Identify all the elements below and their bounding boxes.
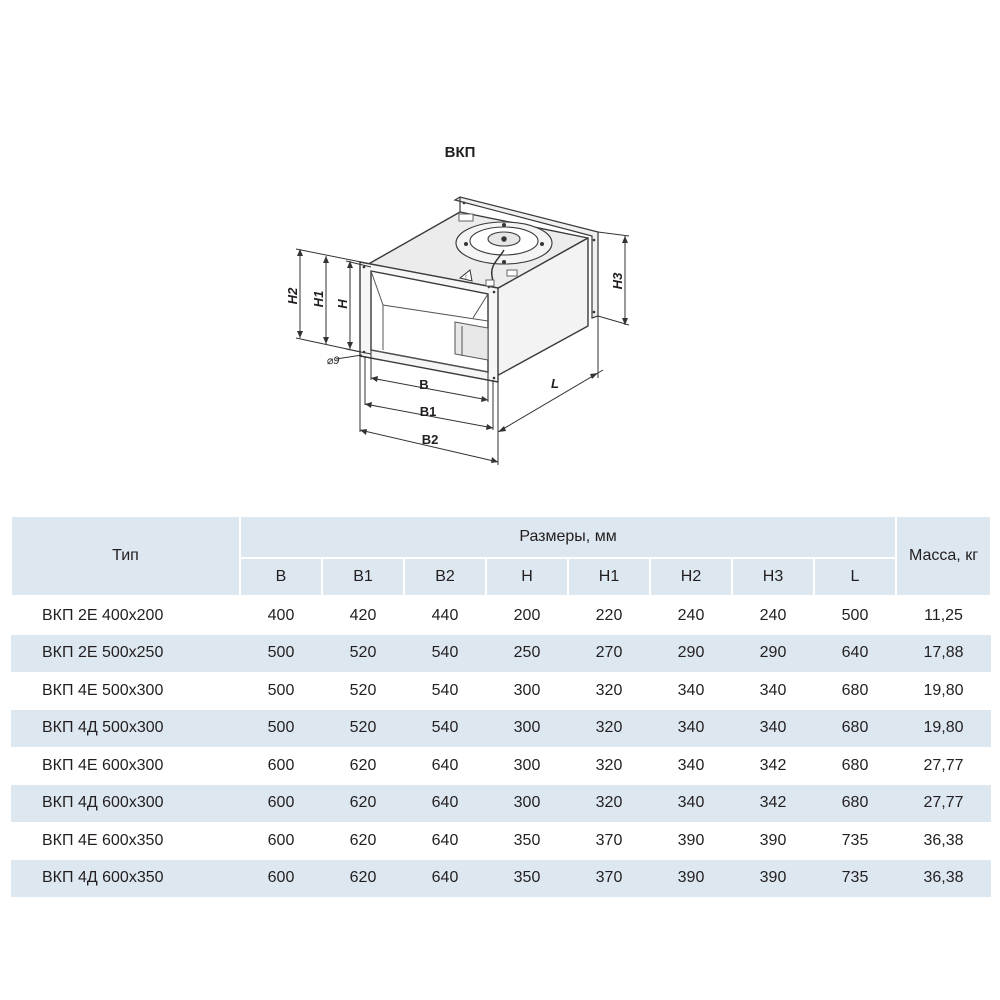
dimension-cell: 300 — [486, 785, 568, 823]
dimension-cell: 520 — [322, 710, 404, 748]
column-header: B1 — [322, 558, 404, 596]
table-row — [11, 822, 991, 860]
table-row — [11, 596, 991, 635]
drawing-title: ВКП — [444, 144, 476, 161]
dim-label-b: B — [419, 377, 429, 392]
column-header: B2 — [404, 558, 486, 596]
dimension-cell: 370 — [568, 860, 650, 898]
table-row — [11, 635, 991, 673]
dimension-cell: 640 — [404, 860, 486, 898]
dimension-cell: 340 — [732, 710, 814, 748]
dimension-cell: 680 — [841, 756, 869, 774]
type-cell: ВКП 4Е 600x300 — [42, 756, 164, 774]
type-cell: ВКП 4Д 500x300 — [11, 710, 240, 748]
dimension-cell: 620 — [349, 756, 377, 774]
dimension-cell: 300 — [486, 710, 568, 748]
dimensions-table — [10, 515, 992, 897]
dimension-cell: 350 — [486, 860, 568, 898]
dimension-cell: 735 — [814, 860, 896, 898]
column-header: H3 — [732, 558, 814, 596]
type-cell: ВКП 2Е 500x250 — [11, 635, 240, 673]
table-body — [11, 596, 991, 897]
column-header: H — [486, 558, 568, 596]
dimension-cell: 390 — [650, 860, 732, 898]
dimension-cell: 540 — [404, 710, 486, 748]
dimension-cell: 420 — [349, 606, 377, 624]
dimension-cell: 250 — [486, 635, 568, 673]
dimension-cell: 340 — [650, 710, 732, 748]
dimension-cell: 390 — [759, 831, 787, 849]
dim-label-h3: H3 — [610, 272, 625, 290]
dimensions-header: Размеры, мм — [240, 516, 896, 558]
dimension-cell: 620 — [322, 860, 404, 898]
column-header: H1 — [568, 558, 650, 596]
dimension-cell: 500 — [240, 635, 322, 673]
mass-cell: 36,38 — [923, 831, 964, 849]
dimension-cell: 300 — [513, 756, 541, 774]
dimension-cell: 342 — [759, 756, 787, 774]
dimension-cell: 680 — [814, 710, 896, 748]
type-header: Тип — [11, 516, 240, 596]
dimension-cell: 370 — [595, 831, 623, 849]
dimension-cell: 290 — [732, 635, 814, 673]
dimension-cell: 200 — [513, 606, 541, 624]
dimension-cell: 735 — [841, 831, 869, 849]
dimension-cell: 340 — [650, 785, 732, 823]
svg-text:!: ! — [465, 275, 467, 281]
dimension-cell: 500 — [240, 710, 322, 748]
type-cell: ВКП 4Д 600x300 — [11, 785, 240, 823]
dimension-cell: 600 — [240, 860, 322, 898]
mass-cell: 19,80 — [896, 710, 991, 748]
dim-label-b2: B2 — [421, 432, 439, 447]
dimension-cell: 520 — [322, 635, 404, 673]
motor-icon — [456, 222, 552, 264]
dim-label-h1: H1 — [311, 290, 326, 308]
dimension-cell: 640 — [404, 785, 486, 823]
table-row — [11, 747, 991, 785]
mass-cell: 19,80 — [923, 681, 964, 699]
dimension-cell: 640 — [431, 831, 459, 849]
dimension-cell: 680 — [841, 681, 869, 699]
table-row — [11, 710, 991, 748]
dimension-cell: 520 — [349, 681, 377, 699]
column-header: B — [240, 558, 322, 596]
column-header: H2 — [650, 558, 732, 596]
dimension-cell: 350 — [513, 831, 541, 849]
dimension-cell: 320 — [595, 681, 623, 699]
dimension-cell: 390 — [677, 831, 705, 849]
type-cell: ВКП 4Д 600x350 — [11, 860, 240, 898]
mass-cell: 11,25 — [924, 606, 963, 624]
mass-cell: 36,38 — [896, 860, 991, 898]
dim-label-h2: H2 — [285, 287, 300, 305]
dimension-cell: 320 — [568, 785, 650, 823]
dimension-cell: 400 — [267, 606, 295, 624]
dimension-cell: 640 — [431, 756, 459, 774]
mass-header — [896, 516, 991, 596]
dimension-cell: 540 — [404, 635, 486, 673]
dimension-cell: 500 — [267, 681, 295, 699]
dimension-cell: 240 — [677, 606, 705, 624]
dimension-cell: 300 — [513, 681, 541, 699]
dim-label-l: L — [551, 376, 559, 391]
dimension-cell: 440 — [431, 606, 459, 624]
dim-label-b1: B1 — [419, 404, 437, 419]
dimension-cell: 290 — [650, 635, 732, 673]
dimension-cell: 320 — [595, 756, 623, 774]
dimension-cell: 640 — [814, 635, 896, 673]
dimension-cell: 340 — [677, 756, 705, 774]
dimension-cell: 220 — [595, 606, 623, 624]
mass-cell: 27,77 — [923, 756, 964, 774]
dimension-cell: 620 — [349, 831, 377, 849]
table-row — [11, 672, 991, 710]
dim-label-h: H — [335, 299, 350, 309]
column-header: L — [814, 558, 896, 596]
dimension-cell: 270 — [568, 635, 650, 673]
dimension-cell: 340 — [759, 681, 787, 699]
type-cell: ВКП 4Е 600x350 — [42, 831, 164, 849]
dimension-cell: 600 — [267, 831, 295, 849]
mass-header-text: Масса, кг — [909, 547, 979, 564]
dimension-cell: 340 — [677, 681, 705, 699]
mass-cell: 27,77 — [896, 785, 991, 823]
dimension-cell: 620 — [322, 785, 404, 823]
type-cell: ВКП 2Е 400x200 — [42, 606, 164, 624]
dimension-cell: 600 — [267, 756, 295, 774]
dimension-cell: 540 — [431, 681, 459, 699]
type-cell: ВКП 4Е 500x300 — [42, 681, 164, 699]
table-row — [11, 785, 991, 823]
dimension-cell: 240 — [759, 606, 787, 624]
mass-cell: 17,88 — [896, 635, 991, 673]
dimension-cell: 500 — [841, 606, 869, 624]
dimension-cell: 600 — [240, 785, 322, 823]
dimension-cell: 320 — [568, 710, 650, 748]
table-row — [11, 860, 991, 898]
dimension-cell: 390 — [732, 860, 814, 898]
dimension-cell: 342 — [732, 785, 814, 823]
dimension-cell: 680 — [814, 785, 896, 823]
hole-diameter-label: ⌀9 — [326, 355, 340, 367]
